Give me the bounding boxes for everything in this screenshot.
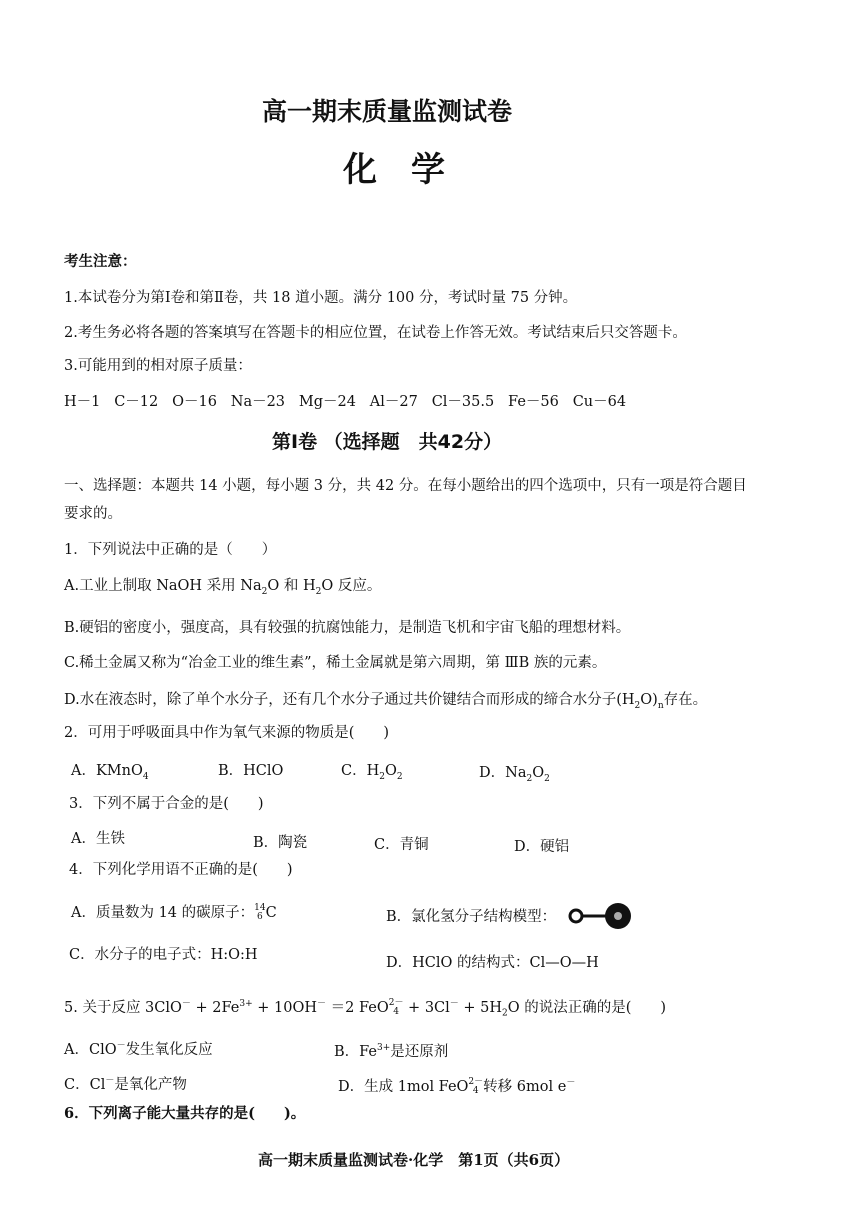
q5-option-c [64,1071,187,1095]
q5-option-d [338,1073,575,1097]
q5-stem-pre: 5. 关于反应 3ClO [64,999,182,1016]
q2-option-c [341,761,403,787]
nuclide-atomic-number: 6 [257,912,263,922]
q5-a-pre: A．ClO [64,1041,117,1058]
chlorine-highlight [614,912,622,920]
notice-3: 3.可能用到的相对原子质量： [64,358,252,374]
q1-a-post: O 反应。 [321,578,382,594]
q5-b-post: 是还原剂 [390,1043,449,1060]
q1-d-mid: O) [640,692,658,708]
q2-d-mid: O [532,765,545,781]
q1-option-b: B.硬铝的密度小，强度高，具有较强的抗腐蚀能力，是制造飞机和宇宙飞船的理想材料。 [64,620,631,636]
q2-d-pre: D．Na [479,765,527,781]
q5-option-b [334,1038,448,1062]
q1-a-mid: O 和 H [267,578,316,594]
q5-sup2: 3+ [239,999,253,1009]
atomic-mass-cl: Cl－35.5 [431,394,495,410]
q1-option-c: C.稀土金属又称为“冶金工业的维生素”，稀土金属就是第六周期，第 ⅢB 族的元素。 [64,655,607,671]
q5-a-post: 发生氧化反应 [125,1041,213,1058]
q5-stem-p5: + 3Cl [403,999,450,1016]
q2-option-b: B．HClO [218,763,284,779]
nuclide-mass-number: 14 [254,903,266,913]
q3-option-d: D．硬铝 [514,839,570,855]
q3-option-b: B．陶瓷 [253,835,308,851]
q4-option-a [71,903,277,923]
q2-a-pre: A．KMnO [71,763,143,779]
q5-d-sub: 4 [472,1085,479,1096]
q5-stem-p6: + 5H [458,999,503,1016]
notice-2: 2.考生务必将各题的答案填写在答题卡的相应位置，在试卷上作答无效。考试结束后只交答题卡。 [64,325,687,341]
q1-option-a [64,576,381,602]
atomic-mass-h: H－1 [64,394,101,410]
hydrogen-atom [570,910,582,922]
q2-c-mid: O [384,763,397,779]
q2-option-d [479,763,550,789]
q3-stem: 3．下列不属于合金的是( ) [69,796,264,812]
q5-d-feo4-charge [468,1078,483,1096]
section1-intro-line2: 要求的。 [64,506,122,522]
q2-d-sub1: 2 [526,773,533,784]
q5-stem-post: O 的说法正确的是( ) [507,999,667,1016]
q5-option-a [64,1036,213,1060]
q2-c-sub1: 2 [379,771,385,782]
q2-a-sub: 4 [142,771,149,782]
q5-stem-p3: + 10OH [252,999,318,1016]
q4-option-b: B．氯化氢分子结构模型： [386,909,557,925]
q5-a-sup: － [116,1041,126,1051]
q5-sub6: 2 [502,1008,508,1019]
q5-feo4-charge [389,999,404,1017]
q4-stem: 4．下列化学用语不正确的是( ) [69,862,293,878]
q1-d-post: 存在。 [663,692,708,708]
atomic-mass-c: C－12 [114,394,159,410]
q2-stem: 2．可用于呼吸面具中作为氧气来源的物质是( ) [64,725,390,741]
q5-stem [64,994,666,1024]
q5-c-post: 是氧化产物 [114,1076,187,1093]
q1-a-sub1: 2 [261,586,268,597]
q2-option-a [71,761,149,787]
q5-sup4: 2－ [388,997,404,1008]
q4-option-d: D．HClO 的结构式：Cl—O—H [386,955,599,971]
q3-option-a: A．生铁 [71,831,125,847]
q1-d-sub1: 2 [634,700,641,711]
q5-b-pre: B．Fe [334,1043,378,1060]
q5-c-sup: － [105,1076,115,1086]
q4-option-c: C．水分子的电子式：H:O:H [69,947,258,963]
q1-d-sub2: n [657,700,664,711]
q1-option-d [64,690,707,716]
q6-stem: 6．下列离子能大量共存的是( )。 [64,1105,306,1122]
section1-intro-line1: 一、选择题：本题共 14 小题，每小题 3 分，共 42 分。在每小题给出的四个选项中，只有一项是符合题目 [64,478,747,494]
q1-d-pre: D.水在液态时，除了单个水分子，还有几个水分子通过共价键结合而形成的缔合水分子(H [64,692,635,708]
atomic-mass-na: Na－23 [230,394,286,410]
q3-option-c: C．青铜 [374,837,429,853]
q5-c-pre: C．Cl [64,1076,106,1093]
atomic-mass-cu: Cu－64 [572,394,627,410]
q1-stem: 1．下列说法中正确的是（ ） [64,542,277,558]
hcl-model-image [564,900,634,932]
q5-d-sup: 2－ [468,1076,484,1087]
nuclide-notation [254,904,265,922]
q2-c-pre: C．H [341,763,380,779]
q5-sub4: 4 [393,1006,399,1017]
q5-sup5: － [449,999,459,1009]
atomic-mass-mg: Mg－24 [298,394,356,410]
q5-d-pre: D．生成 1mol FeO [338,1078,469,1095]
subject-title: 化 学 [343,150,445,190]
q1-a-pre: A.工业上制取 NaOH 采用 Na [64,578,262,594]
exam-title: 高一期末质量监测试卷 [262,97,513,126]
notice-1: 1.本试卷分为第Ⅰ卷和第Ⅱ卷，共 18 道小题。满分 100 分，考试时量 75 分钟。 [64,290,578,306]
q5-stem-p2: + 2Fe [190,999,240,1016]
notice-heading: 考生注意： [64,253,137,270]
atomic-mass-o: O－16 [172,394,217,410]
q5-sup1: － [181,999,191,1009]
q5-sup3: － [317,999,327,1009]
nuclide-symbol: C [265,905,277,921]
atomic-mass-fe: Fe－56 [508,394,559,410]
q5-stem-p4: ＝2 FeO [326,999,389,1016]
q5-b-sup: 3+ [377,1043,391,1053]
q4-a-text: A．质量数为 14 的碳原子： [71,905,255,921]
page-footer: 高一期末质量监测试卷·化学 第1页（共6页） [258,1151,570,1169]
atomic-mass-al: Al－27 [369,394,418,410]
q1-a-sub2: 2 [315,586,322,597]
q2-c-sub2: 2 [396,771,403,782]
q5-d-mid: 转移 6mol e [483,1078,567,1095]
atomic-masses [64,392,626,412]
part1-title: 第Ⅰ卷 （选择题 共42分） [272,431,503,453]
q5-d-sup2: － [566,1078,576,1088]
q2-d-sub2: 2 [544,773,550,784]
